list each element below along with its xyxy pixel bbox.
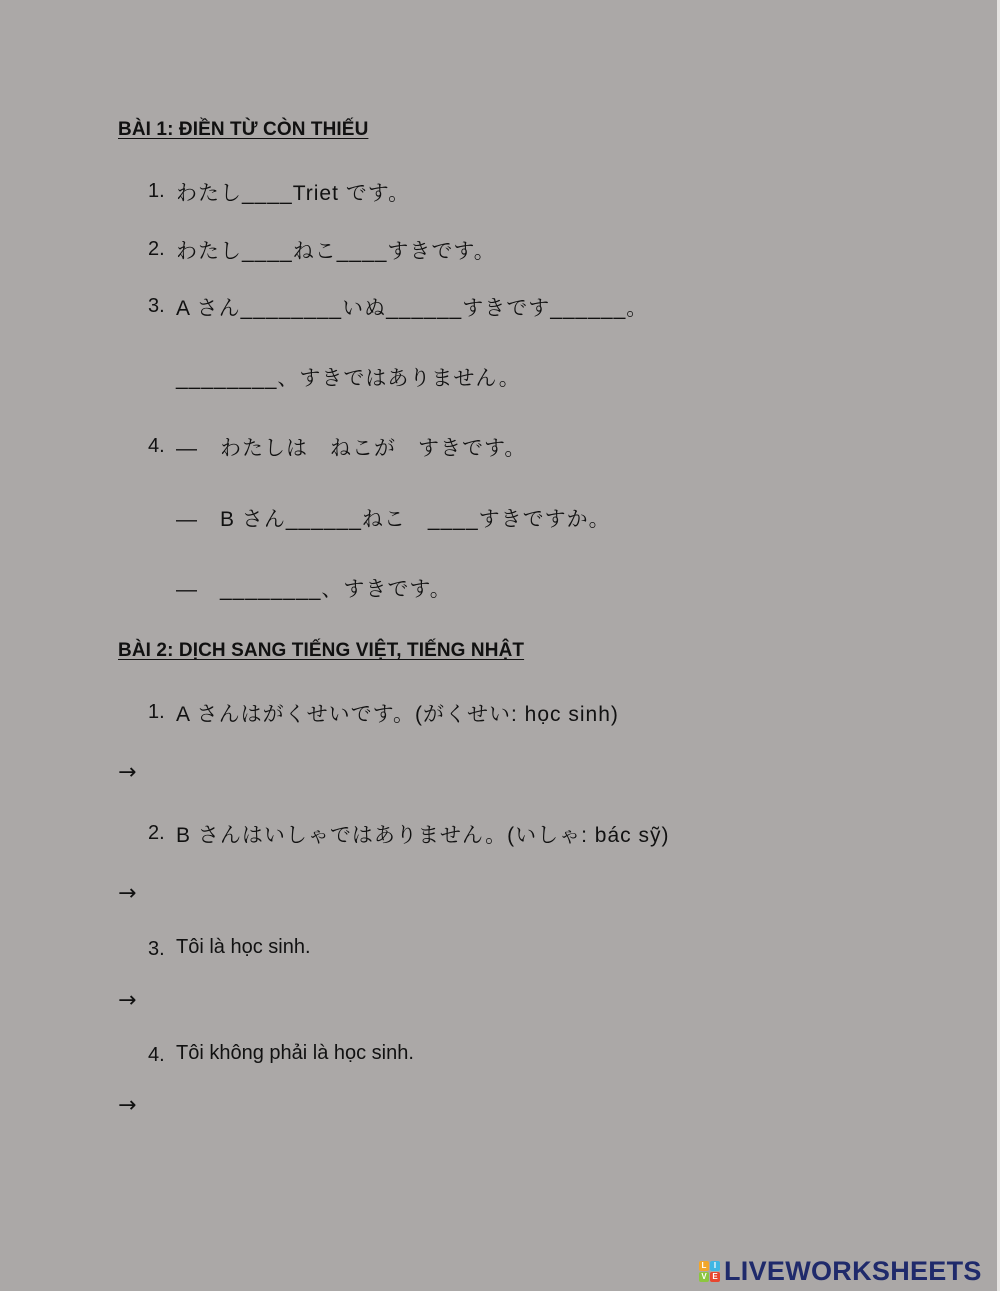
answer-arrow-icon: → [118,1093,137,1118]
s1-item4-line3: ― ________、すきです。 [176,578,452,601]
s2-item4-text: Tôi không phải là học sinh. [176,1042,414,1064]
s1-item2-number: 2. [148,238,165,260]
s1-item3-text: A さん________いぬ______すきです______。 [176,297,649,320]
s2-item4-number: 4. [148,1044,165,1066]
s1-item3-number: 3. [148,295,165,317]
s1-item4-line2: ― B さん______ねこ ____すきですか。 [176,508,611,531]
answer-arrow-icon: → [118,881,137,906]
logo-badge-letter: I [710,1261,720,1271]
logo-badge-icon [699,1261,720,1282]
logo-badge-letter: L [699,1261,709,1271]
s2-item2-text: B さんはいしゃではありません。(いしゃ: bác sỹ) [176,824,670,847]
section1-title: BÀI 1: ĐIỀN TỪ CÒN THIẾU [118,119,369,140]
s1-item1-number: 1. [148,180,165,202]
logo-badge-letter: E [710,1272,720,1282]
s2-item3-text: Tôi là học sinh. [176,936,311,958]
s1-item3-continuation: ________、すきではありません。 [176,367,521,390]
s2-item1-number: 1. [148,701,165,723]
s1-item1-text: わたし____Triet です。 [176,182,411,205]
logo-badge-letter: V [699,1272,709,1282]
answer-arrow-icon: → [118,760,137,785]
section2-title: BÀI 2: DỊCH SANG TIẾNG VIỆT, TIẾNG NHẬT [118,640,525,661]
answer-arrow-icon: → [118,988,137,1013]
s2-item3-number: 3. [148,938,165,960]
s2-item1-text: A さんはがくせいです。(がくせい: học sinh) [176,703,619,726]
logo-text: LIVEWORKSHEETS [724,1256,982,1286]
s1-item2-text: わたし____ねこ____すきです。 [176,240,496,263]
liveworksheets-logo[interactable] [699,1256,982,1287]
s1-item4-line1: ― わたしは ねこが すきです。 [176,437,527,460]
s2-item2-number: 2. [148,822,165,844]
s1-item4-number: 4. [148,435,165,457]
